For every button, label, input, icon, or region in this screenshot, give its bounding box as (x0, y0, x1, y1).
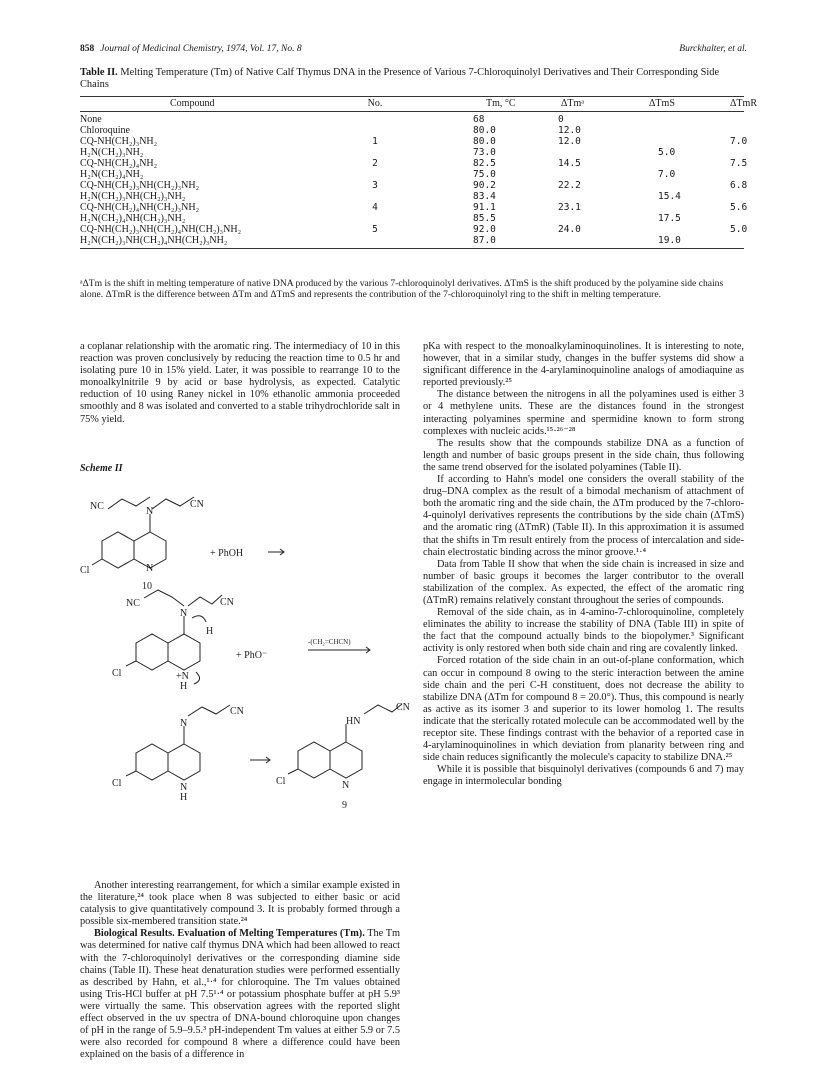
table-row (80, 169, 744, 180)
table-caption (80, 67, 750, 91)
table-row (80, 147, 744, 158)
table-body (80, 112, 748, 246)
left-column-bottom (80, 880, 400, 1061)
scheme-svg (80, 476, 410, 876)
scheme-label-h: H (180, 681, 188, 692)
scheme-label-10: 10 (142, 581, 152, 592)
scheme-ring (136, 744, 168, 780)
right-paragraph-6: Removal of the side chain, as in 4-amino-7-chloroquinoline, completely eliminates the ability to increase the stability of DNA (Table III) in spite of the fact that the compound actually binds to the biopolymer.³ Significant activity is only restored when both side chain and ring are covalently linked. (423, 607, 744, 655)
cell-compound: H₂N(CH₂)₄NH₂ (80, 169, 144, 180)
scheme-ring (136, 634, 168, 670)
cell-compound: None (80, 114, 102, 125)
scheme-curly-arrow (192, 616, 206, 622)
table-header-row (80, 97, 757, 111)
cell-compound: CQ-NH(CH₂)₃NH(CH₂)₄NH(CH₂)₃NH₂ (80, 224, 242, 235)
scheme-ring (298, 742, 330, 778)
cell-tm: 85.5 (473, 213, 496, 224)
cell-compound: Chloroquine (80, 125, 130, 136)
cell-delta-tm-r: 5.6 (730, 202, 748, 213)
table-row (80, 213, 744, 224)
table-caption-label: Table II. (80, 67, 118, 78)
header-compound: Compound (170, 98, 215, 109)
right-paragraph-8: While it is possible that bisquinolyl derivatives (compounds 6 and 7) may engage in intermolecular bonding (423, 764, 744, 788)
scheme-label-nc: NC (126, 598, 140, 609)
scheme-curly-arrow (194, 672, 200, 684)
running-head-left (80, 44, 302, 54)
cell-delta-tm: 22.2 (558, 180, 581, 191)
left-paragraph-2: Another interesting rearrangement, for which a similar example existed in the literature,²⁴ took place when 8 was subjected to either basic or acid catalysis to give quantitatively compound 3. It is probably formed through a possible six-membered transition state.²⁴ (80, 880, 400, 928)
scheme-ring (330, 742, 362, 778)
cell-delta-tm: 0 (558, 114, 564, 125)
cell-no: 3 (372, 180, 378, 191)
right-paragraph-3: The results show that the compounds stabilize DNA as a function of length and number of basic groups present in the side chain, thus following the same trend observed for the isolated polyamines (Table II). (423, 437, 744, 473)
scheme-label-cl: Cl (80, 565, 90, 576)
scheme-label-acrylonitrile: -(CH₂=CHCN) (308, 638, 351, 646)
left-paragraph-3 (80, 928, 400, 1061)
cell-compound: H₂N(CH₂)₄NH(CH₂)₃NH₂ (80, 213, 186, 224)
table-footnote: ᵃΔTm is the shift in melting temperature of native DNA produced by the various 7-chloroquinolyl derivatives. ΔTmS is the shift produced by the polyamine side chains alone. ΔTmR is the difference between ΔTm and ΔTmS and represents the contribution of the 7-chloroquinolyl ring to the shift in melting temperature. (80, 278, 724, 301)
scheme-label-cn: CN (230, 706, 244, 717)
cell-tm: 90.2 (473, 180, 496, 191)
left-paragraph-1: a coplanar relationship with the aromatic ring. The intermediacy of 10 in this reaction was proven conclusively by reducing the reaction time to 0.5 hr and isolating pure 10 in 15% yield. Later, it was possible to rearrange 10 to the monoalkylnitrile 9 by acid or base hydrolysis, as expected. Catalytic reduction of 10 using Raney nickel in 10% ethanolic ammonia proceeded smoothly and 8 was isolated and converted to a stable trihydrochloride salt in 75% yield. (80, 341, 400, 425)
scheme-label-n: N (146, 506, 154, 517)
cell-delta-tm-r: 7.5 (730, 158, 748, 169)
scheme-label-cn: CN (190, 499, 204, 510)
cell-delta-tm-r: 6.8 (730, 180, 748, 191)
cell-delta-tm-r: 5.0 (730, 224, 748, 235)
scheme-ii-diagram (80, 476, 410, 876)
scheme-label-cl: Cl (112, 778, 122, 789)
scheme-bond (92, 559, 102, 565)
cell-delta-tm: 23.1 (558, 202, 581, 213)
cell-no: 2 (372, 158, 378, 169)
cell-compound: CQ-NH(CH₂)₃NH(CH₂)₃NH₂ (80, 180, 200, 191)
cell-delta-tm: 14.5 (558, 158, 581, 169)
cell-delta-tm: 12.0 (558, 125, 581, 136)
table-bottom-rule (80, 248, 744, 249)
scheme-chain (188, 705, 230, 716)
scheme-label-n-plus: +N (176, 671, 189, 682)
scheme-label-h: H (206, 626, 214, 637)
scheme-chain (188, 595, 222, 606)
scheme-label-cn: CN (220, 597, 234, 608)
cell-tm: 80.0 (473, 136, 496, 147)
cell-tm: 68 (473, 114, 485, 125)
cell-delta-tm-s: 5.0 (658, 147, 676, 158)
cell-delta-tm: 12.0 (558, 136, 581, 147)
scheme-bond (288, 769, 298, 774)
scheme-ring (102, 532, 134, 568)
scheme-label-n: N (180, 782, 188, 793)
scheme-chain (144, 590, 184, 606)
table-row (80, 114, 744, 125)
scheme-label-cl: Cl (112, 668, 122, 679)
scheme-label-cl: Cl (276, 776, 286, 787)
header-delta-tm-s: ΔTmS (649, 98, 675, 109)
table-row (80, 180, 748, 191)
table-row (80, 191, 744, 202)
biological-results-heading: Biological Results. Evaluation of Melting Temperatures (Tm). (94, 928, 365, 940)
journal-citation: Journal of Medicinal Chemistry, 1974, Vol. 17, No. 8 (100, 44, 302, 54)
cell-tm: 75.0 (473, 169, 496, 180)
table-row (80, 158, 748, 169)
melting-temperature-table (80, 96, 757, 249)
table-row (80, 136, 748, 147)
scheme-bond (126, 661, 136, 666)
cell-delta-tm-r: 7.0 (730, 136, 748, 147)
cell-tm: 92.0 (473, 224, 496, 235)
scheme-label-nc: NC (90, 501, 104, 512)
scheme-label-plus-phoh: + PhOH (210, 548, 244, 559)
cell-compound: H₂N(CH₂)₃NH(CH₂)₃NH₂ (80, 191, 186, 202)
cell-delta-tm-s: 15.4 (658, 191, 681, 202)
right-paragraph-5: Data from Table II show that when the side chain is increased in size and number of basic groups it becomes the larger contributor to the overall stabilization of the complex. As expected, the effect of the aromatic ring (ΔTmR) remains relatively constant throughout the series of compounds. (423, 558, 744, 606)
cell-compound: CQ-NH(CH₂)₄NH(CH₂)₃NH₂ (80, 202, 200, 213)
cell-tm: 91.1 (473, 202, 496, 213)
scheme-label-n: N (180, 608, 188, 619)
table-caption-text: Melting Temperature (Tm) of Native Calf Thymus DNA in the Presence of Various 7-Chloroquinolyl Derivatives and Their Corresponding Side Chains (80, 67, 720, 90)
cell-compound: H₂N(CH₂)₃NH(CH₂)₄NH(CH₂)₃NH₂ (80, 235, 228, 246)
header-tm: Tm, °C (486, 98, 516, 109)
right-column (423, 341, 744, 788)
table-row (80, 202, 748, 213)
right-paragraph-7: Forced rotation of the side chain in an out-of-plane conformation, which can occur in compound 8 owing to the steric interaction between the amine side chain and the peri C-H constituent, does not decrease the ability to stabilize DNA (ΔTm for compound 8 = 20.0°). Thus, this compound is nearly as active as its isomer 3 and superior to its lower homolog 1. The results indicate that the sterically rotated molecule can be accommodated well by the receptor site. These findings contrast with the behavior of a reported case in 4-arylaminoquinolines in which deviation from planarity between ring and side chain reduces significantly the molecule's capacity to stabilize DNA.²⁵ (423, 655, 744, 764)
running-head (80, 44, 747, 58)
table-row (80, 235, 744, 246)
running-head-authors: Burckhalter, et al. (679, 44, 747, 54)
table-row (80, 224, 748, 235)
scheme-label-n: N (146, 563, 154, 574)
cell-no: 4 (372, 202, 378, 213)
scheme-label-h: H (180, 792, 188, 803)
right-paragraph-2: The distance between the nitrogens in all the polyamines used is either 3 or 4 methylene units. These are the distances found in the strongest interacting polyamines spermine and spermidine known to form strong complexes with nucleic acids.¹⁵·²⁶⁻²⁸ (423, 389, 744, 437)
scheme-ring (168, 634, 200, 670)
table-row (80, 125, 744, 136)
scheme-label-plus-pho: + PhO⁻ (236, 650, 268, 661)
scheme-bond (126, 771, 136, 776)
cell-no: 5 (372, 224, 378, 235)
cell-tm: 80.0 (473, 125, 496, 136)
cell-tm: 87.0 (473, 235, 496, 246)
scheme-label-hn: HN (346, 716, 361, 727)
cell-compound: CQ-NH(CH₂)₄NH₂ (80, 158, 158, 169)
right-paragraph-4: If according to Hahn's model one considers the overall stability of the drug–DNA complex as the result of a bimodal mechanism of attachment of both the aromatic ring and the side chain, the ΔTm produced by the 7-chloro-4-quinolyl derivatives represents the contributions by the side chain (ΔTmS) and the aromatic ring (ΔTmR) (Table II). In this approximation it is assumed that the shifts in Tm result entirely from the process of intercalation and side-chain electrostatic binding across the minor groove.¹·⁴ (423, 474, 744, 558)
scheme-label-n: N (180, 718, 188, 729)
cell-delta-tm-s: 19.0 (658, 235, 681, 246)
cell-tm: 73.0 (473, 147, 496, 158)
left-column-top (80, 341, 400, 426)
cell-compound: H₂N(CH₂)₃NH₂ (80, 147, 144, 158)
scheme-chain (108, 497, 150, 509)
cell-delta-tm: 24.0 (558, 224, 581, 235)
scheme-label-9: 9 (342, 800, 347, 811)
cell-delta-tm-s: 17.5 (658, 213, 681, 224)
cell-tm: 83.4 (473, 191, 496, 202)
header-delta-tm-r: ΔTmR (730, 98, 757, 109)
header-delta-tm: ΔTmᵃ (561, 98, 585, 109)
left-paragraph-3-text: The Tm was determined for native calf thymus DNA which had been allowed to react with the 7-chloroquinolyl derivatives or the corresponding diamine side chains (Table II). These heat denaturation studies were performed essentially as described by Hahn, et al.,¹·⁴ for chloroquine. The Tm values obtained using Tris-HCl buffer at pH 7.5¹·⁴ or potassium phosphate buffer at pH 5.9³ were virtually the same. This observation agrees with the reported slight effect observed in the uv spectra of DNA-bound chloroquine upon changes of pH in the range of 5.9–9.5.³ pH-independent Tm values at either 5.9 or 7.5 were also recorded for compound 8 where a difference could have been explained on the basis of a difference in (80, 928, 400, 1061)
scheme-label-cn: CN (396, 702, 410, 713)
header-no: No. (367, 98, 383, 109)
cell-tm: 82.5 (473, 158, 496, 169)
right-paragraph-1: pKa with respect to the monoalkylaminoquinolines. It is interesting to note, however, that in a similar study, changes in the buffer systems did show a significant difference in the 4-arylaminoquinoline analogs of amodiaquine as reported previously.²⁵ (423, 341, 744, 389)
scheme-ring (168, 744, 200, 780)
scheme-title: Scheme II (80, 463, 123, 474)
cell-delta-tm-s: 7.0 (658, 169, 676, 180)
page-number: 858 (80, 44, 95, 54)
cell-compound: CQ-NH(CH₂)₃NH₂ (80, 136, 158, 147)
cell-no: 1 (372, 136, 378, 147)
scheme-chain (152, 497, 194, 509)
scheme-label-n: N (342, 780, 350, 791)
